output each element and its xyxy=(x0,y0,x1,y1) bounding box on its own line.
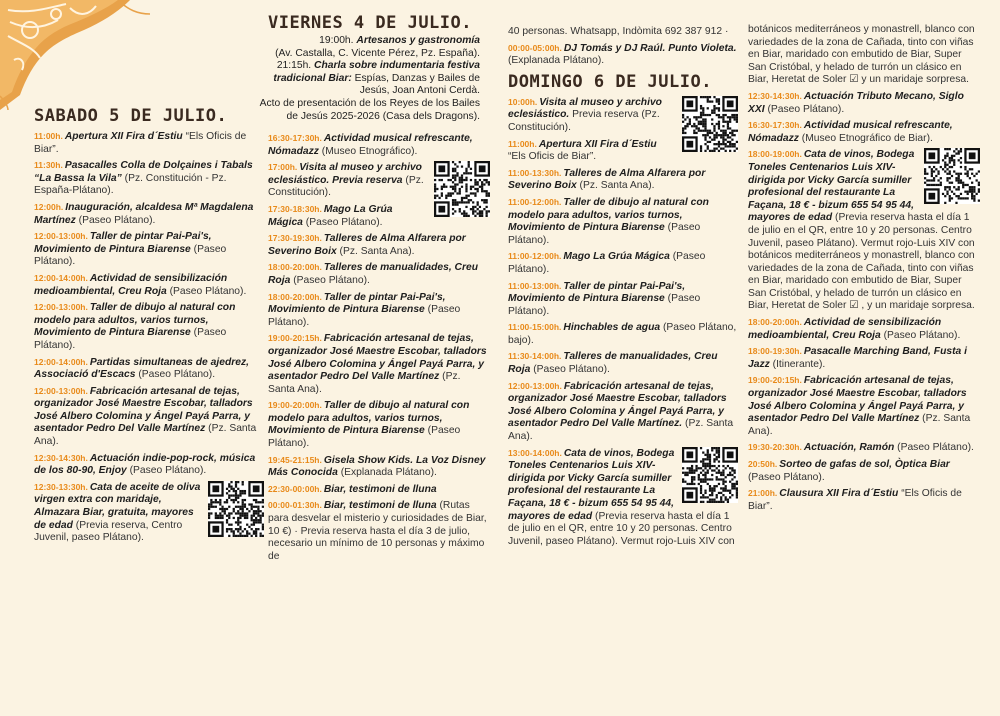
event-time: 17:30-19:30h. xyxy=(268,233,322,244)
event-name: Fabricación artesanal de tejas, organizador José Maestre Escobar, talladors José Albero Colomina y Ángel Payá Parra, y asentador Pedro Del Valle Martínez. xyxy=(508,380,727,430)
event-description: (Rutas para desvelar el misterio y curiosidades de Biar, 10 €) · Previa reserva hasta el día 3 de julio, necesario un mínimo de 10 personas y máximo de xyxy=(268,500,487,562)
event-name: Sorteo de gafas de sol, Òptica Biar xyxy=(779,459,950,470)
event-name: Visita al museo y archivo eclesiástico. Previa reserva xyxy=(268,162,422,186)
event-name: Fabricación artesanal de tejas, organizador José Maestre Escobar, talladors José Albero Colomina y Ángel Payá Parra, y asentador Pedro Del Valle Martínez xyxy=(748,375,967,425)
event-description: (Paseo Plátano). xyxy=(508,251,706,275)
event-item xyxy=(508,250,738,276)
event-name: Apertura XII Fira d´Estiu xyxy=(64,131,183,142)
friday-time: 21:15h. xyxy=(276,60,312,72)
event-name: Actividad de sensibilización medioambiental, Creu Roja xyxy=(34,272,228,297)
event-time: 11:00-15:00h. xyxy=(508,322,562,333)
qr-code-icon[interactable] xyxy=(208,481,264,537)
event-name: Cata de vinos, Bodega Toneles Centenarios Luis XIV- dirigida por Vicky García sumiller profesional del restaurante La Façana, 18 € - bizum 655 54 95 44, mayores de edad xyxy=(748,149,915,224)
event-time: 18:00-20:00h. xyxy=(268,262,322,273)
event-time: 11:30-14:00h. xyxy=(508,351,562,362)
event-name: Biar, testimoni de lluna xyxy=(323,483,437,495)
event-description: “Els Oficis de Biar”. xyxy=(748,488,962,512)
event-item xyxy=(268,232,490,258)
event-description: (Paseo Plátano). xyxy=(748,471,825,483)
event-description: (Explanada Plátano). xyxy=(508,55,605,67)
event-name: Pasacalles Colla de Dolçaines i Tabals “La Bassa la Vila” xyxy=(34,160,253,184)
event-time: 12:00-14:00h. xyxy=(34,356,88,367)
event-item xyxy=(508,26,738,39)
event-name: Taller de dibujo al natural con modelo para adultos, varios turnos, Movimiento de Pintura Biarense xyxy=(268,400,470,437)
event-name: Actividad de sensibilización medioambiental, Creu Roja xyxy=(748,317,942,341)
sunday-col4-list xyxy=(748,24,980,513)
event-time: 19:00-20:00h. xyxy=(268,400,322,411)
event-time: 18:00-19:00h. xyxy=(748,149,802,160)
event-name: Taller de dibujo al natural con modelo para adultos, varios turnos, Movimiento de Pintura Biarense xyxy=(508,196,709,234)
event-item xyxy=(34,272,264,298)
event-name: Actuación, Ramón xyxy=(803,442,895,454)
event-description: (Paseo Plátano). xyxy=(305,216,383,228)
saturday-title: SABADO 5 DE JULIO. xyxy=(34,106,228,126)
friday-event-desc: (Av. Castalla, C. Vicente Pérez, Pz. España). xyxy=(275,47,480,59)
ornament-corner-icon xyxy=(0,0,150,110)
event-name: Hinchables de agua xyxy=(563,322,661,334)
event-item xyxy=(34,481,264,545)
event-description: (Paseo Plátano). xyxy=(897,442,974,454)
event-name: Actuación indie-pop-rock, música de los 80-90, Enjoy xyxy=(34,452,256,477)
event-time: 11:00-13:30h. xyxy=(508,167,562,178)
event-time: 11:30h. xyxy=(34,160,63,171)
event-description: botánicos mediterráneos y monastrell, blanco con variedades de la zona de Cañada, tinto con viñas en Biar, maridado con embutido de Biar, Super San Cristóbal, y helado de turrón un clásico en Biar, Heretat de Soler ☑ y un maridaje sorpresa. xyxy=(748,24,975,86)
event-name: Actividad musical refrescante, Nómadazz xyxy=(268,133,473,157)
event-time: 16:30-17:30h. xyxy=(268,133,322,143)
event-time: 11:00-12:00h. xyxy=(508,251,562,262)
event-item xyxy=(748,441,980,455)
event-time: 00:00-01:30h. xyxy=(268,500,322,511)
event-item xyxy=(748,148,980,313)
event-description: (Pz. Santa Ana). xyxy=(579,180,655,192)
event-description: (Paseo Plátano). xyxy=(34,243,227,268)
event-description: “Els Oficis de Biar”. xyxy=(34,131,247,155)
event-name: Partidas simultaneas de ajedrez, Associació d'Escacs xyxy=(34,356,249,381)
event-item xyxy=(34,201,264,227)
event-time: 11:00-13:00h. xyxy=(508,280,562,291)
event-description: (Pz. Santa Ana). xyxy=(268,371,461,395)
event-description: (Itinerante). xyxy=(772,358,826,370)
event-description: (Paseo Plátano). xyxy=(268,304,461,328)
event-item xyxy=(508,350,738,376)
event-description: (Paseo Plátano). xyxy=(78,214,156,226)
event-description: (Paseo Plátano, bajo). xyxy=(508,322,737,346)
event-description: (Pz. Constitución). xyxy=(268,174,424,199)
event-time: 19:45-21:15h. xyxy=(268,454,322,465)
event-item xyxy=(268,291,490,330)
event-name: Talleres de manualidades, Creu Roja xyxy=(268,262,479,286)
event-name: Talleres de Alma Alfarera por Severino Boix xyxy=(508,167,706,192)
event-time: 12:30-13:30h. xyxy=(34,481,88,492)
event-description: (Paseo Plátano). xyxy=(533,364,610,376)
event-item xyxy=(508,447,738,549)
event-item xyxy=(268,132,490,158)
event-item xyxy=(748,458,980,484)
event-name: Talleres de Alma Alfarera por Severino Boix xyxy=(268,233,466,257)
event-time: 12:30-14:30h. xyxy=(748,90,802,101)
event-time: 19:00-20:15h. xyxy=(748,375,802,386)
event-description: (Paseo Plátano). xyxy=(508,222,701,246)
event-description: (Paseo Plátano). xyxy=(138,369,216,381)
event-time: 11:00h. xyxy=(508,138,537,149)
event-item xyxy=(268,499,490,563)
friday-event-desc: Espías, Danzas y Bailes de Jesús, Joan Antoni Cerdà. xyxy=(354,72,480,97)
event-description: (Pz. Santa Ana). xyxy=(508,418,734,443)
event-name: Taller de pintar Pai-Pai's, Movimiento de Pintura Biarense xyxy=(34,231,212,255)
saturday-col3-list xyxy=(508,26,738,68)
event-description: “Els Oficis de Biar”. xyxy=(508,151,597,163)
event-time: 17:00h. xyxy=(268,162,298,173)
event-time: 19:30-20:30h. xyxy=(748,442,802,453)
event-item xyxy=(34,301,264,352)
event-item xyxy=(748,119,980,145)
event-item xyxy=(34,130,264,156)
column-4 xyxy=(748,24,980,516)
saturday-col1-list xyxy=(34,130,264,545)
event-name: Pasacalle Marching Band, Fusta i Jazz xyxy=(748,346,967,370)
event-name: Mago La Grúa Mágica xyxy=(563,251,670,263)
event-time: 17:30-18:30h. xyxy=(268,203,322,214)
event-name: Gisela Show Kids. La Voz Disney Más Conocida xyxy=(268,454,486,479)
event-time: 12:30-14:30h. xyxy=(34,452,88,463)
event-description: (Previa reserva, Centro Juvenil, paseo Plátano). xyxy=(34,519,183,544)
friday-section xyxy=(250,13,480,123)
column-2 xyxy=(268,132,490,566)
event-time: 12:00-13:00h. xyxy=(34,231,88,242)
event-time: 18:00-19:30h. xyxy=(748,346,802,357)
event-item xyxy=(748,24,980,87)
event-time: 19:00-20:15h. xyxy=(268,333,322,344)
saturday-col2-list xyxy=(268,132,490,563)
event-item xyxy=(748,374,980,438)
friday-event-desc: Acto de presentación de los Reyes de los Bailes de Jesús 2025-2026 (Casa dels Dragons). xyxy=(259,97,480,122)
event-time: 12:00-13:00h. xyxy=(34,385,88,396)
qr-code-icon[interactable] xyxy=(682,96,738,152)
event-item xyxy=(268,483,490,497)
event-name: Taller de pintar Pai-Pai's, Movimiento de Pintura Biarense xyxy=(508,280,686,305)
event-item xyxy=(508,280,738,319)
event-item xyxy=(748,487,980,513)
event-item xyxy=(508,42,738,68)
event-description: (Pz. Santa Ana). xyxy=(34,423,257,448)
friday-event-name: Charla sobre indumentaria festiva tradicional Biar: xyxy=(273,60,480,84)
event-time: 10:00h. xyxy=(508,96,538,107)
event-name: Biar, testimoni de lluna xyxy=(323,500,437,512)
event-description: (Paseo Plátano). xyxy=(169,285,247,297)
event-name: Apertura XII Fira d´Estiu xyxy=(538,138,657,150)
event-item xyxy=(508,167,738,193)
event-item xyxy=(748,316,980,342)
qr-code-icon[interactable] xyxy=(924,148,980,204)
event-description: 40 personas. Whatsapp, Indòmita 692 387 912 · xyxy=(508,26,729,37)
event-name: Cata de aceite de oliva virgen extra con maridaje, Almazara Biar, gratuita, mayores de edad xyxy=(34,481,201,531)
event-description: (Museo Etnográfico). xyxy=(321,145,418,157)
event-description: (Paseo Plátano). xyxy=(34,327,227,351)
event-description: (Previa reserva hasta el día 1 de julio en el QR, entre 10 y 20 personas. Centro Juvenil, paseo Plátano). Vermut rojo-Luis XIV con botánicos mediterráneos y monastrell, blanco con variedades de la zona de Cañada, tinto con viñas en Biar, maridado con embutido de Biar, Super San Cristóbal, y helado de turrón un clásico en Biar, Heretat de Soler ☑ , y un maridaje sorpresa. xyxy=(748,212,975,312)
event-name: Taller de pintar Pai-Pai's, Movimiento de Pintura Biarense xyxy=(268,291,446,316)
event-description: (Paseo Plátano). xyxy=(767,103,845,115)
event-item xyxy=(508,321,738,347)
event-name: Mago La Grúa Mágica xyxy=(268,203,393,228)
event-item xyxy=(748,345,980,371)
event-item xyxy=(268,332,490,396)
event-name: Visita al museo y archivo eclesiástico. xyxy=(508,96,662,121)
event-item xyxy=(34,356,264,382)
event-time: 16:30-17:30h. xyxy=(748,120,802,131)
event-item xyxy=(34,159,264,198)
event-name: Cata de vinos, Bodega Toneles Centenarios Luis XIV- dirigida por Vicky García sumiller profesional del restaurante La Façana, 18 € - bizum 655 54 95 44, mayores de edad xyxy=(508,447,675,522)
event-time: 12:00-13:00h. xyxy=(508,380,562,391)
sunday-title: DOMINGO 6 DE JULIO. xyxy=(508,71,712,92)
event-description: (Pz. Santa Ana). xyxy=(339,245,415,257)
event-time: 12:00h. xyxy=(34,201,64,212)
event-item xyxy=(34,230,264,269)
event-item xyxy=(34,452,264,478)
event-description: (Paseo Plátano). xyxy=(508,293,701,317)
event-time: 12:00-13:00h. xyxy=(34,302,88,313)
event-description: (Pz. Santa Ana). xyxy=(748,413,971,437)
event-item xyxy=(268,399,490,450)
event-description: (Previa reserva hasta el día 1 de julio en el QR, entre 10 y 20 personas. Centro Juvenil, paseo Plátano). Vermut rojo-Luis XIV con xyxy=(508,510,735,547)
event-time: 11:00-12:00h. xyxy=(508,196,562,207)
column-3 xyxy=(508,26,738,551)
event-name: Actuación Tributo Mecano, Siglo XXI xyxy=(748,90,964,115)
event-item xyxy=(508,196,738,247)
friday-title: VIERNES 4 DE JULIO. xyxy=(268,13,472,33)
friday-line-1 xyxy=(250,35,480,60)
event-time: 20:50h. xyxy=(748,459,778,469)
event-time: 18:00-20:00h. xyxy=(748,317,802,328)
event-item xyxy=(268,261,490,287)
event-description: (Explanada Plátano). xyxy=(340,467,437,479)
event-item xyxy=(34,385,264,449)
event-description: (Pz. Constitución - Pz. España-Plátano). xyxy=(34,172,227,197)
event-name: Taller de dibujo al natural con modelo para adultos, varios turnos, Movimiento de Pintura Biarense xyxy=(34,302,236,339)
event-name: Actividad musical refrescante, Nómadazz xyxy=(748,120,953,144)
event-time: 12:00-14:00h. xyxy=(34,272,88,283)
event-time: 18:00-20:00h. xyxy=(268,291,322,302)
event-name: Fabricación artesanal de tejas, organizador José Maestre Escobar, talladors José Albero Colomina y Ángel Payá Parra, y asentador Pedro Del Valle Martínez xyxy=(268,333,487,383)
event-description: Previa reserva (Pz. Constitución). xyxy=(508,109,660,133)
friday-time: 19:00h. xyxy=(319,35,354,46)
event-item xyxy=(748,90,980,116)
event-name: Inauguración, alcaldesa Mª Magdalena Martínez xyxy=(34,201,254,226)
event-description: (Paseo Plátano). xyxy=(883,329,961,341)
qr-code-icon[interactable] xyxy=(682,447,738,503)
qr-code-icon[interactable] xyxy=(434,161,490,217)
sunday-col3-list xyxy=(508,96,738,549)
event-description: (Paseo Plátano). xyxy=(293,274,370,286)
column-1 xyxy=(34,106,264,548)
event-name: DJ Tomás y DJ Raúl. Punto Violeta. xyxy=(563,42,737,54)
event-time: 13:00-14:00h. xyxy=(508,447,562,458)
friday-line-2 xyxy=(250,60,480,98)
event-name: Fabricación artesanal de tejas, organizador José Maestre Escobar, talladors José Albero Colomina y Ángel Payá Parra, y asentador Pedro Del Valle Martínez xyxy=(34,385,253,435)
event-time: 21:00h. xyxy=(748,488,778,499)
event-item xyxy=(508,96,738,135)
event-name: Clausura XII Fira d´Estiu xyxy=(779,488,899,500)
event-time: 22:30-00:00h. xyxy=(268,483,322,494)
event-item xyxy=(268,454,490,480)
event-item xyxy=(268,161,490,200)
event-name: Talleres de manualidades, Creu Roja xyxy=(508,351,718,376)
event-description: (Paseo Plátano). xyxy=(129,465,207,477)
event-time: 11:00h. xyxy=(34,131,63,141)
event-time: 00:00-05:00h. xyxy=(508,42,562,53)
friday-line-3 xyxy=(250,98,480,123)
event-description: (Paseo Plátano). xyxy=(268,425,461,450)
friday-event-name: Artesanos y gastronomía xyxy=(356,35,480,46)
event-description: (Museo Etnográfico de Biar). xyxy=(801,132,933,144)
event-item xyxy=(508,380,738,444)
